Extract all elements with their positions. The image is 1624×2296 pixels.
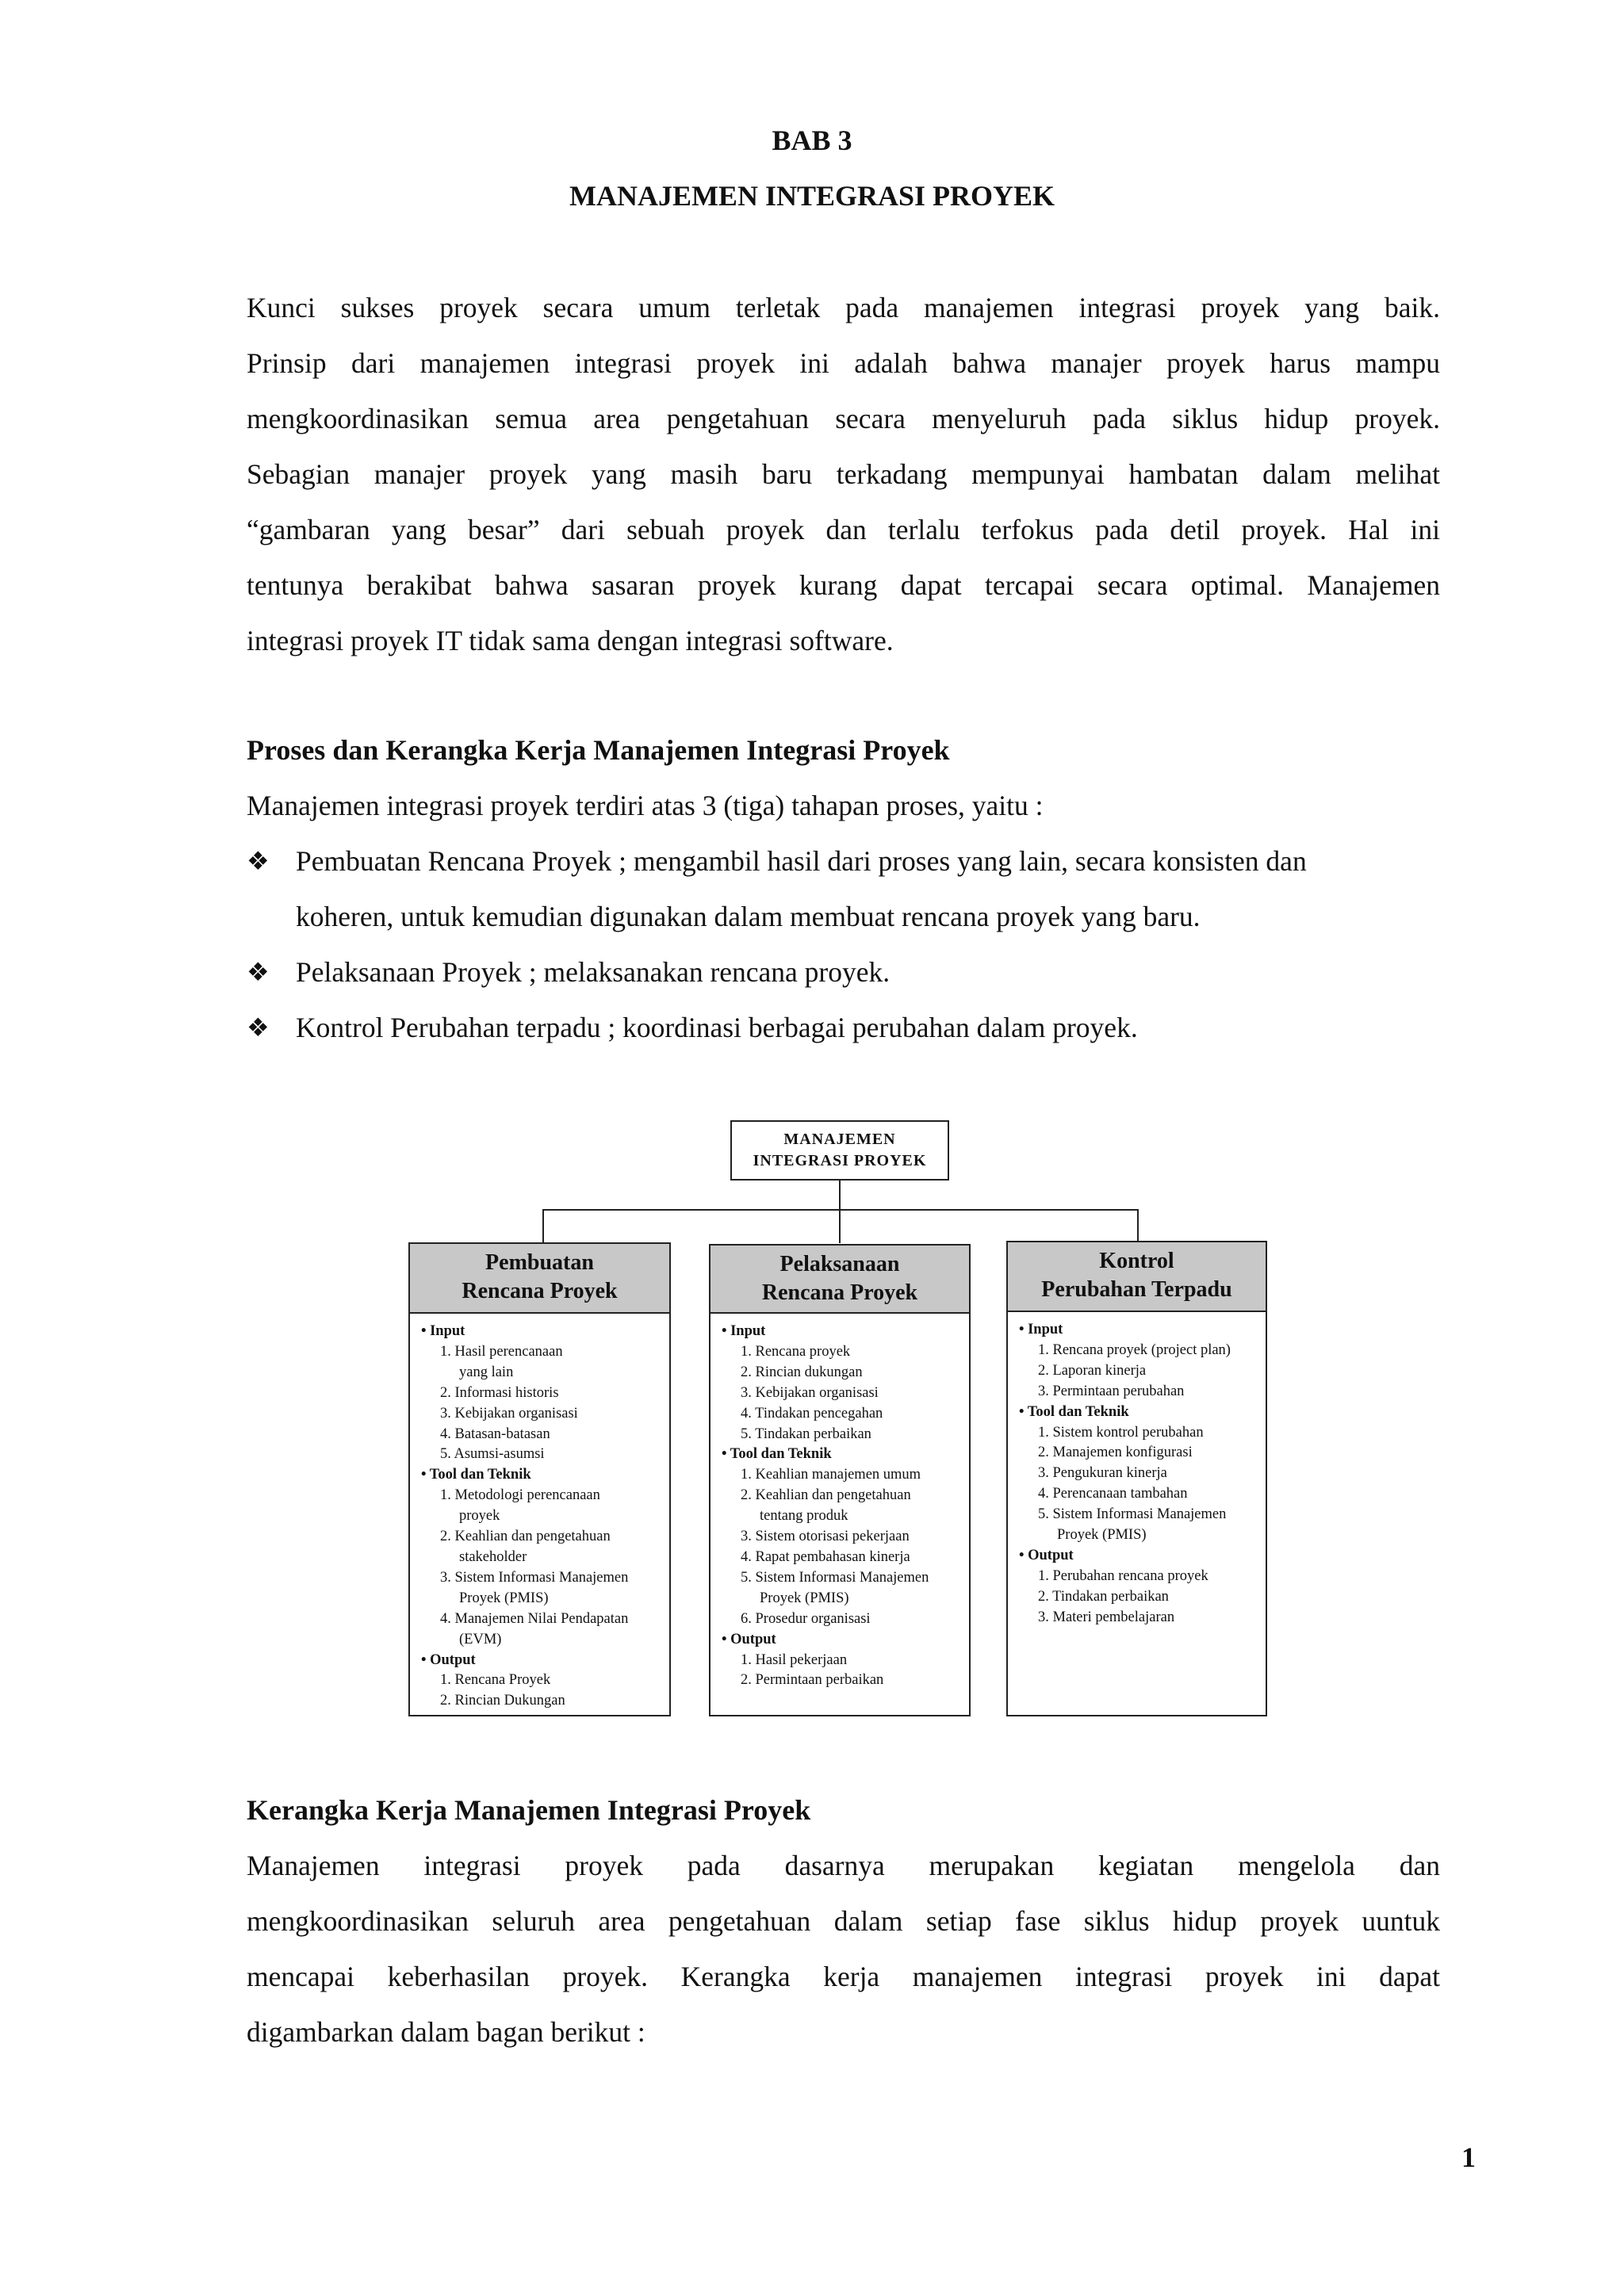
column-list-item: (EVM) — [459, 1631, 502, 1647]
column-header-change-control — [1006, 1241, 1267, 1312]
column-list-item: 4. Tindakan pencegahan — [741, 1405, 883, 1422]
framework-line: digambarkan dalam bagan berikut : — [247, 2016, 645, 2048]
column-list-item: Proyek (PMIS) — [459, 1590, 549, 1606]
column-section-label: • Output — [421, 1651, 476, 1668]
column-section-label: • Output — [722, 1631, 776, 1647]
intro-line: “gambaran yang besar” dari sebuah proyek dan terlalu terfokus pada detil proyek. Hal ini — [247, 514, 1440, 545]
column-list-item: 1. Keahlian manajemen umum — [741, 1467, 921, 1483]
column-list-item: 2. Manajemen konfigurasi — [1038, 1445, 1193, 1461]
connector-line — [839, 1209, 841, 1243]
column-list-item: 5. Sistem Informasi Manajemen — [1038, 1506, 1227, 1523]
column-header-planning — [408, 1242, 671, 1314]
column-section-label: • Input — [722, 1323, 766, 1339]
column-section-label: • Input — [421, 1323, 465, 1339]
column-list-item: 1. Rencana proyek (project plan) — [1038, 1341, 1231, 1358]
intro-line: tentunya berakibat bahwa sasaran proyek kurang dapat tercapai secara optimal. Manajemen — [247, 569, 1440, 601]
column-list-item: Proyek (PMIS) — [1057, 1527, 1147, 1544]
diamond-bullet-icon: ❖ — [247, 1013, 270, 1042]
connector-line — [839, 1181, 841, 1210]
intro-line: Prinsip dari manajemen integrasi proyek ini adalah bahwa manajer proyek harus mampu — [247, 347, 1440, 379]
column-list-item: 1. Rencana proyek — [741, 1343, 851, 1360]
column-list-item: 3. Kebijakan organisasi — [440, 1405, 578, 1422]
connector-line — [542, 1209, 544, 1243]
root-label-line: INTEGRASI PROYEK — [753, 1152, 927, 1169]
column-list-item: 1. Hasil pekerjaan — [741, 1651, 848, 1668]
column-section-label: • Tool dan Teknik — [722, 1446, 832, 1463]
column-list-item: Proyek (PMIS) — [760, 1590, 849, 1606]
column-list-item: 3. Materi pembelajaran — [1038, 1609, 1175, 1625]
column-list-item: 2. Permintaan perbaikan — [741, 1672, 884, 1689]
connector-line — [1137, 1209, 1139, 1242]
column-section-label: • Tool dan Teknik — [1019, 1403, 1129, 1420]
diagram-root-box — [730, 1120, 949, 1181]
intro-line: integrasi proyek IT tidak sama dengan integrasi software. — [247, 625, 894, 656]
column-list-item: proyek — [459, 1508, 500, 1525]
column-list-item: 2. Tindakan perbaikan — [1038, 1588, 1169, 1605]
column-list-item: tentang produk — [760, 1508, 848, 1525]
column-list-item: 2. Rincian dukungan — [741, 1364, 863, 1380]
column-body-change-control — [1006, 1311, 1267, 1716]
column-list-item: 1. Rencana Proyek — [440, 1672, 551, 1689]
column-section-label: • Input — [1019, 1322, 1063, 1337]
connector-line — [542, 1209, 1139, 1211]
section-lead: Manajemen integrasi proyek terdiri atas 3 (tiga) tahapan proses, yaitu : — [247, 790, 1044, 821]
diamond-bullet-icon: ❖ — [247, 847, 270, 875]
column-list-item: 5. Sistem Informasi Manajemen — [741, 1569, 929, 1586]
column-list-item: 4. Batasan-batasan — [440, 1425, 550, 1442]
column-title-line: Perubahan Terpadu — [1041, 1277, 1232, 1302]
column-section-label: • Tool dan Teknik — [421, 1467, 531, 1483]
column-list-item: 2. Informasi historis — [440, 1384, 559, 1401]
column-list-item: 2. Keahlian dan pengetahuan — [741, 1487, 911, 1504]
column-list-item: 4. Manajemen Nilai Pendapatan — [440, 1610, 629, 1627]
column-list-item: 4. Perencanaan tambahan — [1038, 1486, 1188, 1502]
column-list-item: yang lain — [459, 1364, 514, 1380]
column-list-item: 3. Pengukuran kinerja — [1038, 1465, 1167, 1482]
column-list-item: 3. Sistem otorisasi pekerjaan — [741, 1529, 910, 1545]
column-list-item: stakeholder — [459, 1548, 527, 1565]
framework-line: mengkoordinasikan seluruh area pengetahuan dalam setiap fase siklus hidup proyek uuntuk — [247, 1905, 1440, 1937]
column-list-item: 1. Metodologi perencanaan — [440, 1487, 600, 1504]
section-heading-framework: Kerangka Kerja Manajemen Integrasi Proyek — [247, 1794, 811, 1826]
column-title-line: Rencana Proyek — [761, 1280, 918, 1305]
column-list-item: 1. Sistem kontrol perubahan — [1038, 1424, 1204, 1441]
column-title-line: Kontrol — [1099, 1249, 1174, 1273]
intro-line: mengkoordinasikan semua area pengetahuan secara menyeluruh pada siklus hidup proyek. — [247, 403, 1440, 434]
column-body-execution — [709, 1312, 971, 1716]
root-label-line: MANAJEMEN — [783, 1131, 896, 1148]
column-list-item: 2. Keahlian dan pengetahuan — [440, 1529, 611, 1545]
column-list-item: 5. Asumsi-asumsi — [440, 1446, 545, 1463]
page-title: MANAJEMEN INTEGRASI PROYEK — [569, 180, 1055, 212]
column-list-item: 2. Rincian Dukungan — [440, 1693, 565, 1709]
chapter-label: BAB 3 — [772, 124, 852, 156]
page-number: 1 — [1461, 2141, 1476, 2173]
bullet-item-text: Kontrol Perubahan terpadu ; koordinasi berbagai perubahan dalam proyek. — [296, 1012, 1138, 1043]
column-list-item: 2. Laporan kinerja — [1038, 1362, 1147, 1379]
bullet-item-text: Pelaksanaan Proyek ; melaksanakan rencana proyek. — [296, 956, 891, 988]
column-title-line: Rencana Proyek — [462, 1279, 618, 1303]
column-list-item: 3. Kebijakan organisasi — [741, 1384, 879, 1401]
section-heading-process: Proses dan Kerangka Kerja Manajemen Integrasi Proyek — [247, 734, 950, 766]
column-section-label: • Output — [1019, 1547, 1074, 1563]
column-list-item: 3. Permintaan perubahan — [1038, 1383, 1185, 1399]
column-header-execution — [709, 1244, 971, 1314]
diamond-bullet-icon: ❖ — [247, 958, 270, 986]
framework-line: Manajemen integrasi proyek pada dasarnya merupakan kegiatan mengelola dan — [247, 1850, 1440, 1881]
column-title-line: Pelaksanaan — [779, 1252, 900, 1276]
framework-line: mencapai keberhasilan proyek. Kerangka kerja manajemen integrasi proyek ini dapat — [247, 1961, 1440, 1992]
bullet-item-text: Pembuatan Rencana Proyek ; mengambil hasil dari proses yang lain, secara konsisten dan — [296, 845, 1307, 877]
column-list-item: 1. Hasil perencanaan — [440, 1343, 563, 1360]
column-body-planning — [408, 1312, 671, 1716]
column-list-item: 1. Perubahan rencana proyek — [1038, 1567, 1208, 1584]
column-list-item: 4. Rapat pembahasan kinerja — [741, 1548, 910, 1565]
column-title-line: Pembuatan — [485, 1250, 594, 1275]
intro-line: Sebagian manajer proyek yang masih baru terkadang mempunyai hambatan dalam melihat — [247, 458, 1440, 490]
bullet-item-text: koheren, untuk kemudian digunakan dalam membuat rencana proyek yang baru. — [296, 901, 1201, 932]
column-list-item: 6. Prosedur organisasi — [741, 1610, 871, 1627]
column-list-item: 5. Tindakan perbaikan — [741, 1425, 871, 1442]
column-list-item: 3. Sistem Informasi Manajemen — [440, 1569, 629, 1586]
intro-line: Kunci sukses proyek secara umum terletak pada manajemen integrasi proyek yang baik. — [247, 292, 1440, 323]
